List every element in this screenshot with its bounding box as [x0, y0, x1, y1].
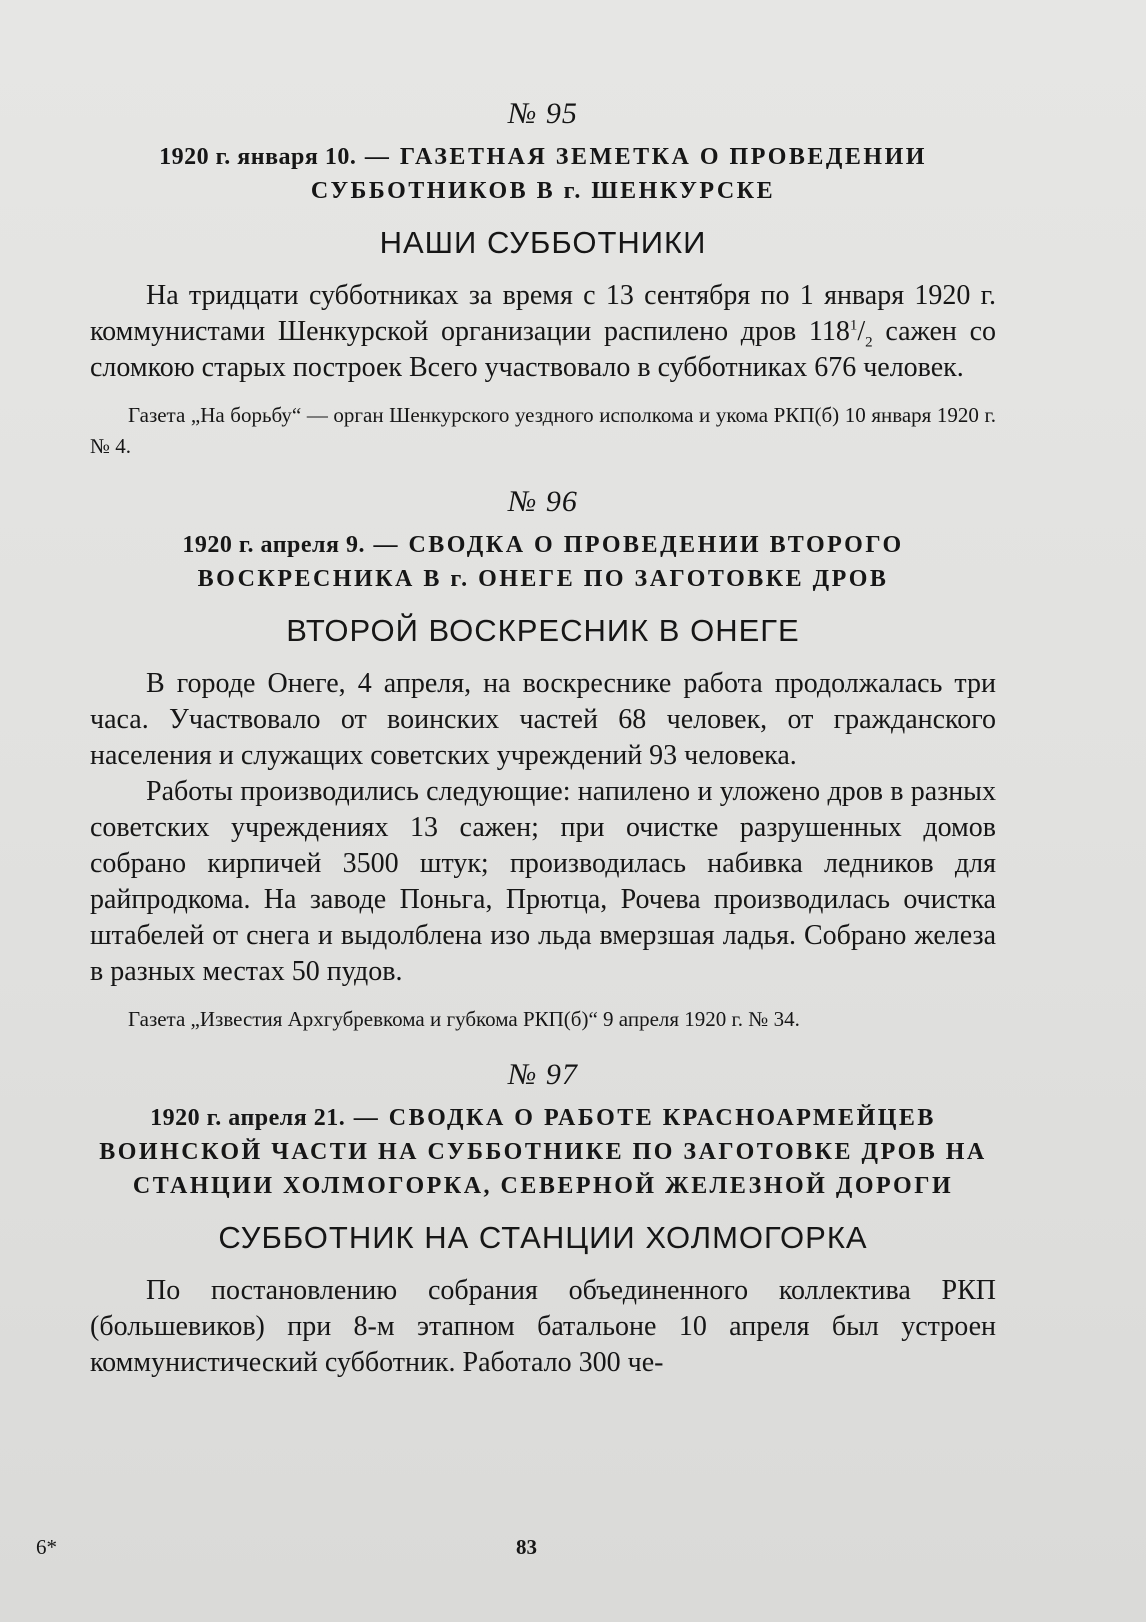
entry-heading-text: — СВОДКА О ПРОВЕДЕНИИ ВТОРОГО ВОСКРЕСНИКА В г. ОНЕГЕ ПО ЗАГОТОВКЕ ДРОВ — [197, 532, 904, 592]
entry-date: 1920 г. апреля 21. — [150, 1105, 346, 1131]
paragraph-text: На тридцати субботниках за время с 13 сентября по 1 января 1920 г. коммунистами Шенкурской организации распилено дров 118 — [90, 280, 996, 347]
fraction-slash: / — [857, 316, 866, 347]
printer-signature: 6* — [36, 1535, 57, 1559]
entry-heading — [90, 140, 996, 208]
article-title: ВТОРОЙ ВОСКРЕСНИК В ОНЕГЕ — [286, 613, 800, 648]
document-number: № 95 — [508, 97, 578, 130]
entry-95 — [90, 96, 996, 462]
article-paragraph: Работы производились следующие: напилено и уложено дров в разных советских учреждениях 13 сажен; при очистке разрушенных домов собрано кирпичей 3500 штук; производилась набивка ледников для райпродкома. На заводе Поньга, Прютца, Рочева производилась очистка штабелей от снега и выдолблена изо льда вмерзшая ладья. Собрано железа в разных местах 50 пудов. — [90, 776, 996, 987]
fraction-numerator: 1 — [849, 317, 858, 334]
source-citation: Газета „На борьбу“ — орган Шенкурского уездного исполкома и укома РКП(б) 10 января 1920 г. № 4. — [90, 403, 996, 458]
paragraph-text: сажен со сломкою старых построек Всего участвовало в субботниках 676 человек. — [90, 316, 996, 383]
article-title: НАШИ СУББОТНИКИ — [379, 225, 707, 260]
text-column — [90, 96, 996, 1381]
document-number: № 96 — [508, 485, 578, 518]
article-paragraph — [90, 278, 996, 386]
entry-96 — [90, 484, 996, 1035]
entry-heading-text: — СВОДКА О РАБОТЕ КРАСНОАРМЕЙЦЕВ ВОИНСКОЙ ЧАСТИ НА СУББОТНИКЕ ПО ЗАГОТОВКЕ ДРОВ НА СТАНЦИИ ХОЛМОГОРКА, СЕВЕРНОЙ ЖЕЛЕЗНОЙ ДОРОГИ — [99, 1105, 987, 1199]
page-footer — [36, 1535, 1036, 1565]
fraction-denominator: 2 — [865, 334, 873, 351]
entry-date: 1920 г. апреля 9. — [182, 532, 365, 558]
article-title: СУББОТНИК НА СТАНЦИИ ХОЛМОГОРКА — [218, 1220, 868, 1255]
page-number: 83 — [516, 1535, 537, 1559]
document-number: № 97 — [508, 1058, 578, 1091]
article-paragraph: В городе Онеге, 4 апреля, на воскреснике работа продолжалась три часа. Участвовало от воинских частей 68 человек, от гражданского населения и служащих советских учреждений 93 человека. — [90, 668, 996, 771]
entry-97 — [90, 1057, 996, 1381]
entry-heading — [90, 528, 996, 596]
source-citation: Газета „Известия Архгубревкома и губкома РКП(б)“ 9 апреля 1920 г. № 34. — [128, 1007, 800, 1031]
entry-date: 1920 г. января 10. — [159, 144, 357, 170]
entry-heading — [90, 1101, 996, 1203]
entry-heading-text: — ГАЗЕТНАЯ ЗЕМЕТКА О ПРОВЕДЕНИИ СУББОТНИКОВ В г. ШЕНКУРСКЕ — [310, 144, 927, 204]
article-paragraph: По постановлению собрания объединенного коллектива РКП (большевиков) при 8-м этапном батальоне 10 апреля был устроен коммунистический субботник. Работало 300 че- — [90, 1275, 996, 1378]
